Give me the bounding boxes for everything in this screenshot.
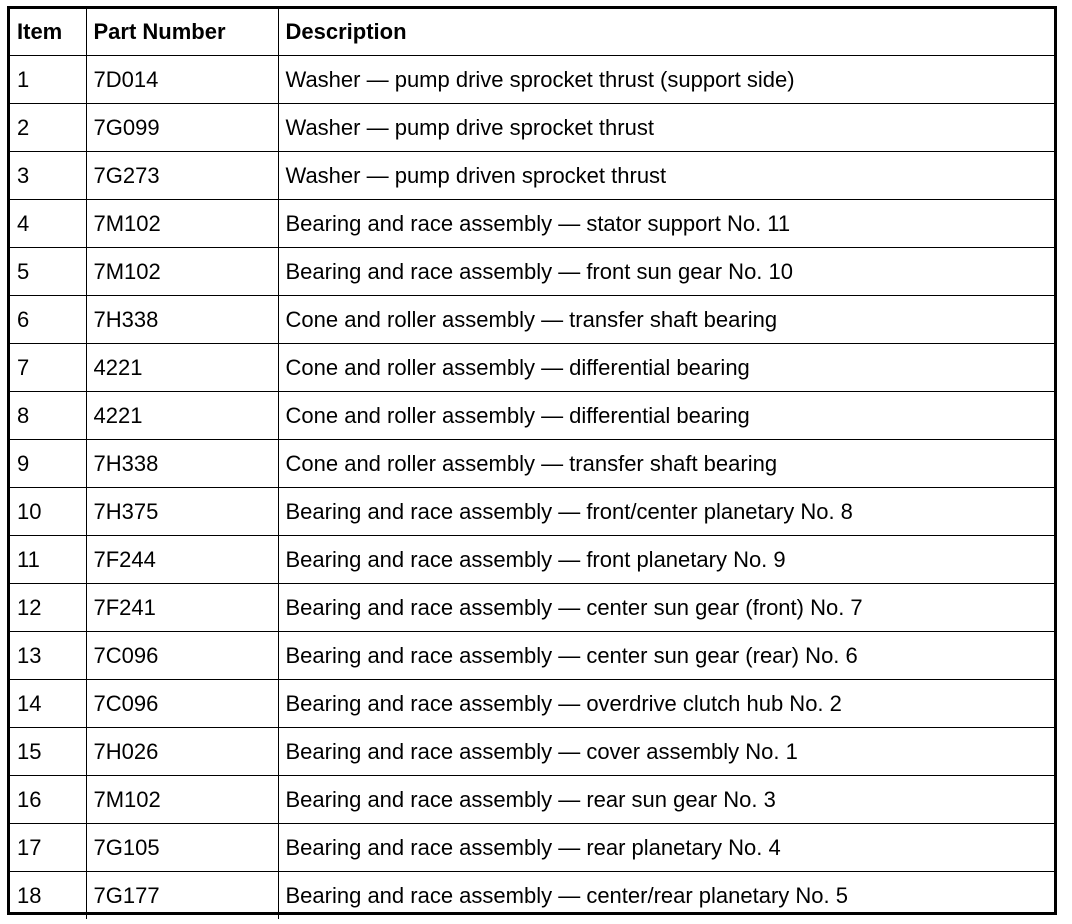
table-row [10, 488, 1054, 536]
table-row [10, 872, 1054, 920]
description-cell: Cone and roller assembly — transfer shaft bearing [278, 440, 1054, 488]
part-number-cell: 7H338 [86, 296, 278, 344]
description-cell: Bearing and race assembly — cover assembly No. 1 [278, 728, 1054, 776]
item-cell: 15 [10, 728, 86, 776]
item-cell: 1 [10, 56, 86, 104]
table-row [10, 536, 1054, 584]
part-number-cell: 7F244 [86, 536, 278, 584]
description-cell: Bearing and race assembly — front/center planetary No. 8 [278, 488, 1054, 536]
description-cell: Cone and roller assembly — transfer shaft bearing [278, 296, 1054, 344]
table-row [10, 56, 1054, 104]
item-cell: 13 [10, 632, 86, 680]
part-number-cell: 7G099 [86, 104, 278, 152]
item-cell: 16 [10, 776, 86, 824]
table-row [10, 440, 1054, 488]
item-cell: 5 [10, 248, 86, 296]
table-row [10, 776, 1054, 824]
item-cell: 3 [10, 152, 86, 200]
description-cell: Washer — pump drive sprocket thrust [278, 104, 1054, 152]
table-row [10, 632, 1054, 680]
part-number-cell: 7M102 [86, 200, 278, 248]
table-row [10, 152, 1054, 200]
description-cell: Bearing and race assembly — stator support No. 11 [278, 200, 1054, 248]
part-number-cell: 7H375 [86, 488, 278, 536]
table-row [10, 728, 1054, 776]
table-row [10, 248, 1054, 296]
item-cell: 6 [10, 296, 86, 344]
item-cell: 12 [10, 584, 86, 632]
description-cell: Cone and roller assembly — differential bearing [278, 392, 1054, 440]
header-description: Description [278, 9, 1054, 56]
item-cell: 4 [10, 200, 86, 248]
description-cell: Bearing and race assembly — center sun gear (rear) No. 6 [278, 632, 1054, 680]
item-cell: 10 [10, 488, 86, 536]
part-number-cell: 7F241 [86, 584, 278, 632]
parts-table [10, 9, 1054, 919]
table-row [10, 680, 1054, 728]
description-cell: Bearing and race assembly — overdrive clutch hub No. 2 [278, 680, 1054, 728]
item-cell: 8 [10, 392, 86, 440]
part-number-cell: 7C096 [86, 632, 278, 680]
part-number-cell: 7G273 [86, 152, 278, 200]
table-row [10, 392, 1054, 440]
part-number-cell: 7G177 [86, 872, 278, 920]
description-cell: Bearing and race assembly — center sun gear (front) No. 7 [278, 584, 1054, 632]
description-cell: Cone and roller assembly — differential bearing [278, 344, 1054, 392]
description-cell: Bearing and race assembly — front sun gear No. 10 [278, 248, 1054, 296]
item-cell: 14 [10, 680, 86, 728]
part-number-cell: 7D014 [86, 56, 278, 104]
table-header-row [10, 9, 1054, 56]
description-cell: Washer — pump drive sprocket thrust (support side) [278, 56, 1054, 104]
header-part-number: Part Number [86, 9, 278, 56]
part-number-cell: 7M102 [86, 248, 278, 296]
item-cell: 7 [10, 344, 86, 392]
description-cell: Bearing and race assembly — rear sun gear No. 3 [278, 776, 1054, 824]
item-cell: 17 [10, 824, 86, 872]
part-number-cell: 7H026 [86, 728, 278, 776]
description-cell: Bearing and race assembly — front planetary No. 9 [278, 536, 1054, 584]
item-cell: 9 [10, 440, 86, 488]
item-cell: 11 [10, 536, 86, 584]
item-cell: 18 [10, 872, 86, 920]
table-row [10, 200, 1054, 248]
table-row [10, 344, 1054, 392]
table-row [10, 824, 1054, 872]
header-item: Item [10, 9, 86, 56]
part-number-cell: 7M102 [86, 776, 278, 824]
part-number-cell: 7G105 [86, 824, 278, 872]
parts-table-frame [7, 6, 1057, 915]
part-number-cell: 4221 [86, 392, 278, 440]
table-row [10, 104, 1054, 152]
description-cell: Bearing and race assembly — rear planetary No. 4 [278, 824, 1054, 872]
part-number-cell: 4221 [86, 344, 278, 392]
table-row [10, 584, 1054, 632]
part-number-cell: 7C096 [86, 680, 278, 728]
part-number-cell: 7H338 [86, 440, 278, 488]
item-cell: 2 [10, 104, 86, 152]
description-cell: Bearing and race assembly — center/rear planetary No. 5 [278, 872, 1054, 920]
table-row [10, 296, 1054, 344]
description-cell: Washer — pump driven sprocket thrust [278, 152, 1054, 200]
